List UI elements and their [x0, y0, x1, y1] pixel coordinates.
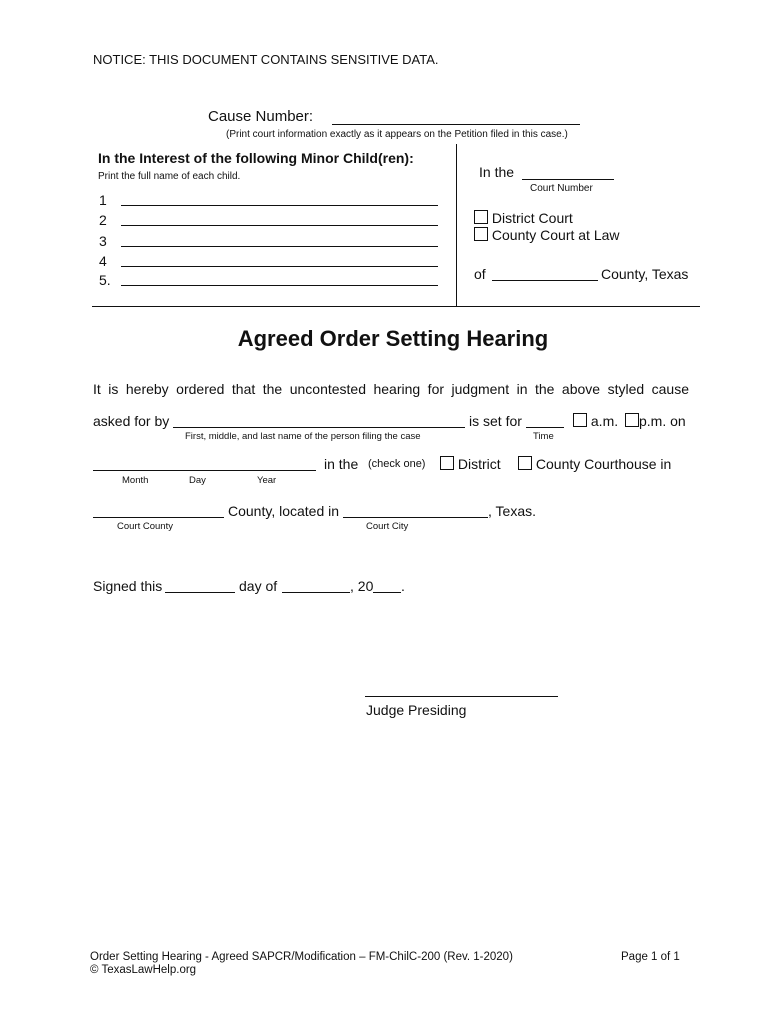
sensitive-data-notice: NOTICE: THIS DOCUMENT CONTAINS SENSITIVE DATA. — [93, 52, 439, 67]
filer-name-field[interactable] — [173, 427, 465, 428]
texas-label: , Texas. — [488, 503, 536, 519]
caption-divider — [456, 144, 457, 306]
court-city-caption: Court City — [366, 521, 409, 532]
district-court-option[interactable] — [474, 210, 573, 226]
day-of-label: day of — [239, 578, 278, 594]
district-label: District — [457, 456, 501, 472]
document-title: Agreed Order Setting Hearing — [237, 326, 549, 351]
am-label: a.m. — [590, 413, 619, 429]
year-prefix-label: , 20 — [350, 578, 374, 594]
county-court-at-law-checkbox[interactable] — [474, 227, 488, 241]
child-number-2: 2 — [99, 212, 107, 228]
time-caption: Time — [533, 431, 554, 442]
signed-this-label: Signed this — [93, 578, 163, 594]
of-label: of — [474, 266, 486, 282]
filer-name-caption: First, middle, and last name of the person filing the case — [185, 431, 421, 442]
county-texas-label: County, Texas — [601, 266, 689, 282]
pm-option[interactable] — [625, 413, 686, 429]
county-name-field[interactable] — [492, 280, 598, 281]
order-paragraph-line-1: It is hereby ordered that the uncontested hearing for judgment in the above styled cause — [93, 381, 689, 397]
signed-month-field[interactable] — [282, 592, 350, 593]
court-county-caption: Court County — [117, 521, 173, 532]
signed-year-field[interactable] — [373, 592, 401, 593]
county-court-at-law-option[interactable] — [474, 227, 620, 243]
footer-form-id: Order Setting Hearing - Agreed SAPCR/Modification – FM-ChilC-200 (Rev. 1-2020) — [90, 951, 513, 963]
footer-copyright: © TexasLawHelp.org — [90, 964, 197, 976]
judge-presiding-label: Judge Presiding — [366, 702, 467, 718]
district-court-label: District Court — [491, 210, 573, 226]
cause-number-field[interactable] — [332, 124, 580, 125]
hearing-date-field[interactable] — [93, 470, 316, 471]
county-court-at-law-label: County Court at Law — [491, 227, 620, 243]
child-name-field-2[interactable] — [121, 225, 438, 226]
hearing-time-field[interactable] — [526, 427, 564, 428]
footer-page-number: Page 1 of 1 — [621, 951, 680, 963]
district-checkbox[interactable] — [440, 456, 454, 470]
pm-checkbox[interactable] — [625, 413, 639, 427]
county-located-in-label: County, located in — [228, 503, 340, 519]
child-name-field-5[interactable] — [121, 285, 438, 286]
child-name-instruction: Print the full name of each child. — [98, 171, 241, 182]
court-city-field[interactable] — [343, 517, 488, 518]
minor-children-heading: In the Interest of the following Minor Child(ren): — [98, 150, 414, 166]
child-name-field-3[interactable] — [121, 246, 438, 247]
month-caption: Month — [122, 475, 149, 486]
in-the-text: in the — [324, 456, 359, 472]
am-checkbox[interactable] — [573, 413, 587, 427]
pm-label: p.m. on — [639, 413, 686, 429]
cause-number-note: (Print court information exactly as it appears on the Petition filed in this case.) — [226, 129, 568, 140]
child-number-1: 1 — [99, 192, 107, 208]
court-number-field[interactable] — [522, 179, 614, 180]
child-number-4: 4 — [99, 253, 107, 269]
child-name-field-1[interactable] — [121, 205, 438, 206]
judge-signature-line[interactable] — [365, 696, 558, 697]
county-courthouse-option[interactable] — [518, 456, 671, 472]
signed-period: . — [401, 578, 405, 594]
am-option[interactable] — [573, 413, 618, 429]
is-set-for-label: is set for — [469, 413, 522, 429]
check-one-hint: (check one) — [368, 458, 426, 470]
county-courthouse-checkbox[interactable] — [518, 456, 532, 470]
day-caption: Day — [189, 475, 206, 486]
child-name-field-4[interactable] — [121, 266, 438, 267]
child-number-3: 3 — [99, 233, 107, 249]
child-number-5: 5. — [99, 272, 111, 288]
district-option[interactable] — [440, 456, 501, 472]
court-number-caption: Court Number — [530, 183, 593, 194]
district-court-checkbox[interactable] — [474, 210, 488, 224]
caption-bottom-rule — [92, 306, 700, 307]
county-courthouse-label: County Courthouse in — [535, 456, 672, 472]
signed-day-field[interactable] — [165, 592, 235, 593]
year-caption: Year — [257, 475, 277, 486]
asked-for-by-label: asked for by — [93, 413, 170, 429]
in-the-label: In the — [479, 164, 515, 180]
court-county-field[interactable] — [93, 517, 224, 518]
cause-number-label: Cause Number: — [208, 108, 314, 125]
